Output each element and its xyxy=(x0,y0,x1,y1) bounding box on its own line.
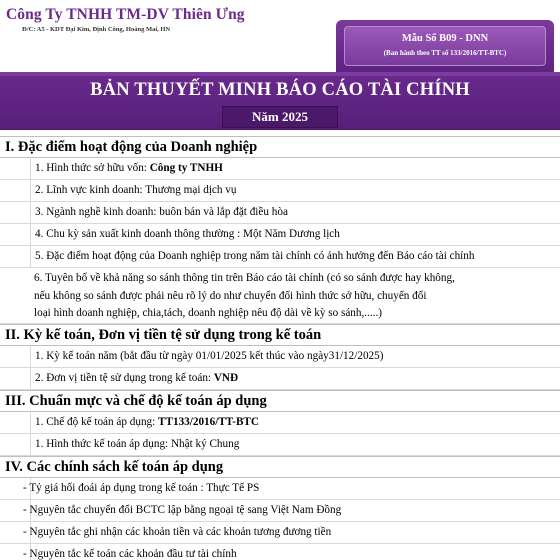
item-text: 1. Hình thức kế toán áp dụng: Nhật ký Chung xyxy=(35,438,240,450)
item-text-line-1: 6. Tuyên bố về khả năng so sánh thông tin trên Báo cáo tài chính (có so sánh được hay không, xyxy=(34,272,455,284)
section-header-3[interactable] xyxy=(0,390,560,412)
table-row[interactable] xyxy=(0,544,560,560)
item-label: 1. Hình thức sở hữu vốn: xyxy=(35,162,150,174)
table-row[interactable] xyxy=(0,478,560,500)
table-row[interactable] xyxy=(0,158,560,180)
item-label: 1. Chế độ kế toán áp dụng: xyxy=(35,416,159,428)
table-row[interactable] xyxy=(0,522,560,544)
form-code-inner xyxy=(344,26,546,66)
form-code-box xyxy=(336,20,554,72)
company-address: Đ/C: A5 - KDT Đại Kim, Định Công, Hoàng Mai, HN xyxy=(22,26,171,33)
report-title: BẢN THUYẾT MINH BÁO CÁO TÀI CHÍNH xyxy=(90,80,470,100)
form-note: (Ban hành theo TT số 133/2016/TT-BTC) xyxy=(383,49,507,57)
table-row[interactable] xyxy=(0,268,560,324)
item-cell xyxy=(23,544,560,560)
section-title: II. Kỳ kế toán, Đơn vị tiền tệ sử dụng trong kế toán xyxy=(5,327,322,343)
table-row[interactable] xyxy=(0,500,560,522)
table-row[interactable] xyxy=(0,224,560,246)
section-header-4[interactable] xyxy=(0,456,560,478)
company-name: Công Ty TNHH TM-DV Thiên Ưng xyxy=(6,6,245,23)
item-text-line-3: loại hình doanh nghiệp, chia,tách, doanh nghiệp nêu độ dài về kỳ so sánh,.....) xyxy=(34,307,382,319)
table-row[interactable] xyxy=(0,180,560,202)
year-box xyxy=(222,106,338,128)
item-text: - Nguyên tắc kế toán các khoản đầu tư tài chính xyxy=(23,548,237,560)
item-cell xyxy=(30,224,560,245)
item-cell xyxy=(23,478,560,499)
item-label: 2. Đơn vị tiền tệ sử dụng trong kế toán: xyxy=(35,372,214,384)
item-text: 2. Lĩnh vực kinh doanh: Thương mại dịch vụ xyxy=(35,184,237,196)
table-row[interactable] xyxy=(0,434,560,456)
item-cell xyxy=(30,246,560,267)
title-band xyxy=(0,72,560,130)
item-cell xyxy=(30,434,560,455)
table-row[interactable] xyxy=(0,368,560,390)
item-text-line-2: nếu không so sánh được phải nêu rõ lý do như chuyển đổi hình thức sở hữu, chuyển đổi xyxy=(34,290,427,302)
report-body xyxy=(0,136,560,560)
document-header xyxy=(0,0,560,72)
item-text: - Tỷ giá hối đoái áp dụng trong kế toán : Thực Tế PS xyxy=(23,482,260,494)
table-row[interactable] xyxy=(0,346,560,368)
item-cell xyxy=(30,412,560,433)
item-text xyxy=(35,372,238,384)
item-value: VNĐ xyxy=(213,372,239,384)
table-row[interactable] xyxy=(0,202,560,224)
section-header-1[interactable] xyxy=(0,136,560,158)
item-cell xyxy=(30,180,560,201)
section-title: III. Chuẩn mực và chế độ kế toán áp dụng xyxy=(5,393,267,409)
item-value: TT133/2016/TT-BTC xyxy=(158,416,259,428)
form-code: Mẫu Số B09 - DNN xyxy=(401,33,489,44)
item-cell xyxy=(30,202,560,223)
item-text: 1. Kỳ kế toán năm (bắt đầu từ ngày 01/01/2025 kết thúc vào ngày31/12/2025) xyxy=(35,350,384,362)
item-text: - Nguyên tắc ghi nhận các khoản tiền và các khoản tương đương tiền xyxy=(23,526,332,538)
item-cell xyxy=(23,500,560,521)
section-title: I. Đặc điểm hoạt động của Doanh nghiệp xyxy=(5,139,258,155)
item-text xyxy=(35,416,259,428)
item-cell xyxy=(30,346,560,367)
item-value: Công ty TNHH xyxy=(149,162,223,174)
item-text: 3. Ngành nghề kinh doanh: buôn bán và lắp đặt điều hòa xyxy=(35,206,288,218)
report-year: Năm 2025 xyxy=(252,109,308,124)
section-header-2[interactable] xyxy=(0,324,560,346)
item-text: 5. Đặc điểm hoạt động của Doanh nghiệp trong năm tài chính có ảnh hưởng đến Báo cáo tài chính xyxy=(35,250,475,262)
table-row[interactable] xyxy=(0,246,560,268)
item-cell xyxy=(30,368,560,389)
item-text: 4. Chu kỳ sản xuất kinh doanh thông thường : Một Năm Dương lịch xyxy=(35,228,340,240)
table-row[interactable] xyxy=(0,412,560,434)
item-text: - Nguyên tắc chuyển đổi BCTC lập bằng ngoại tệ sang Việt Nam Đồng xyxy=(23,504,342,516)
item-text xyxy=(35,162,223,174)
item-cell xyxy=(0,268,560,323)
section-title: IV. Các chính sách kế toán áp dụng xyxy=(5,459,224,475)
item-cell xyxy=(23,522,560,543)
item-cell xyxy=(30,158,560,179)
